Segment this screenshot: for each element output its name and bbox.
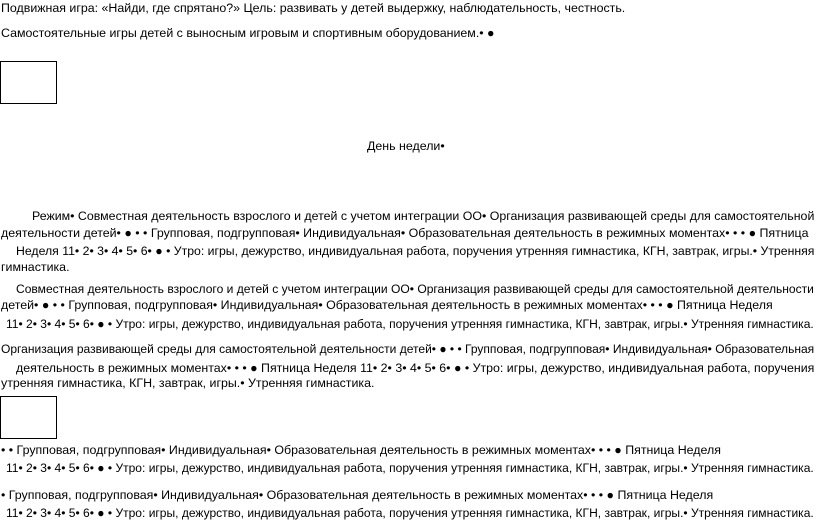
text-line-week-morning: 11• 2• 3• 4• 5• 6• ● • Утро: игры, дежурство, индивидуальная работа, поручения утренняя гимнастика, КГН, завтрак, игры.• Утренняя гимнастика. [6, 506, 814, 520]
text-line-organization: Организация развивающей среды для самостоятельной деятельности детей• ● • • Групповая, подгрупповая• Индивидуальная• Образовательная [1, 342, 815, 356]
image-placeholder-box [0, 61, 57, 104]
image-placeholder-box [0, 396, 57, 439]
text-line-regime: Режим• Совместная деятельность взрослого и детей с учетом интеграции ОО• Организация развивающей среды для самостоятельной [32, 209, 815, 223]
text-line-week-morning: 11• 2• 3• 4• 5• 6• ● • Утро: игры, дежурство, индивидуальная работа, поручения утренняя гимнастика, КГН, завтрак, игры.• Утренняя гимнастика. [6, 317, 814, 331]
text-line-group: • Групповая, подгрупповая• Индивидуальная• Образовательная деятельность в режимных моментах• • • ● Пятница Неделя [1, 488, 714, 502]
text-line-week-morning: 11• 2• 3• 4• 5• 6• ● • Утро: игры, дежурство, индивидуальная работа, поручения утренняя гимнастика, КГН, завтрак, игры.• Утренняя гимнастика. [6, 461, 814, 475]
text-line-day-of-week: День недели• [367, 139, 445, 153]
text-line-independent-games: Самостоятельные игры детей с выносным игровым и спортивным оборудованием.• ● [1, 26, 495, 40]
text-line-regime-moments: деятельность в режимных моментах• • • ● Пятница Неделя 11• 2• 3• 4• 5• 6• ● • Утро: игры, дежурство, индивидуальная работа, поручения [16, 361, 815, 375]
text-line-joint-activity: Совместная деятельность взрослого и детей с учетом интеграции ОО• Организация развивающей среды для самостоятельной деятельности [16, 282, 814, 296]
text-line-week: Неделя 11• 2• 3• 4• 5• 6• ● • Утро: игры, дежурство, индивидуальная работа, поручения утренняя гимнастика, КГН, завтрак, игры.• Утренняя [16, 244, 815, 258]
text-line-morning-gymnastics: утренняя гимнастика, КГН, завтрак, игры.• Утренняя гимнастика. [1, 376, 375, 390]
text-line-game: Подвижная игра: «Найди, где спрятано?» Цель: развивать у детей выдержку, наблюдательность, честность. [1, 1, 626, 15]
text-line-gymnastics: гимнастика. [1, 260, 70, 274]
text-line-group: • • Групповая, подгрупповая• Индивидуальная• Образовательная деятельность в режимных моментах• • • ● Пятница Неделя [1, 443, 721, 457]
text-line-activity: деятельности детей• ● • • Групповая, подгрупповая• Индивидуальная• Образовательная деятельность в режимных моментах• • • ● Пятница [1, 226, 809, 240]
text-line-children-group: детей• ● • • Групповая, подгрупповая• Индивидуальная• Образовательная деятельность в режимных моментах• • • ● Пятница Неделя [1, 298, 773, 312]
